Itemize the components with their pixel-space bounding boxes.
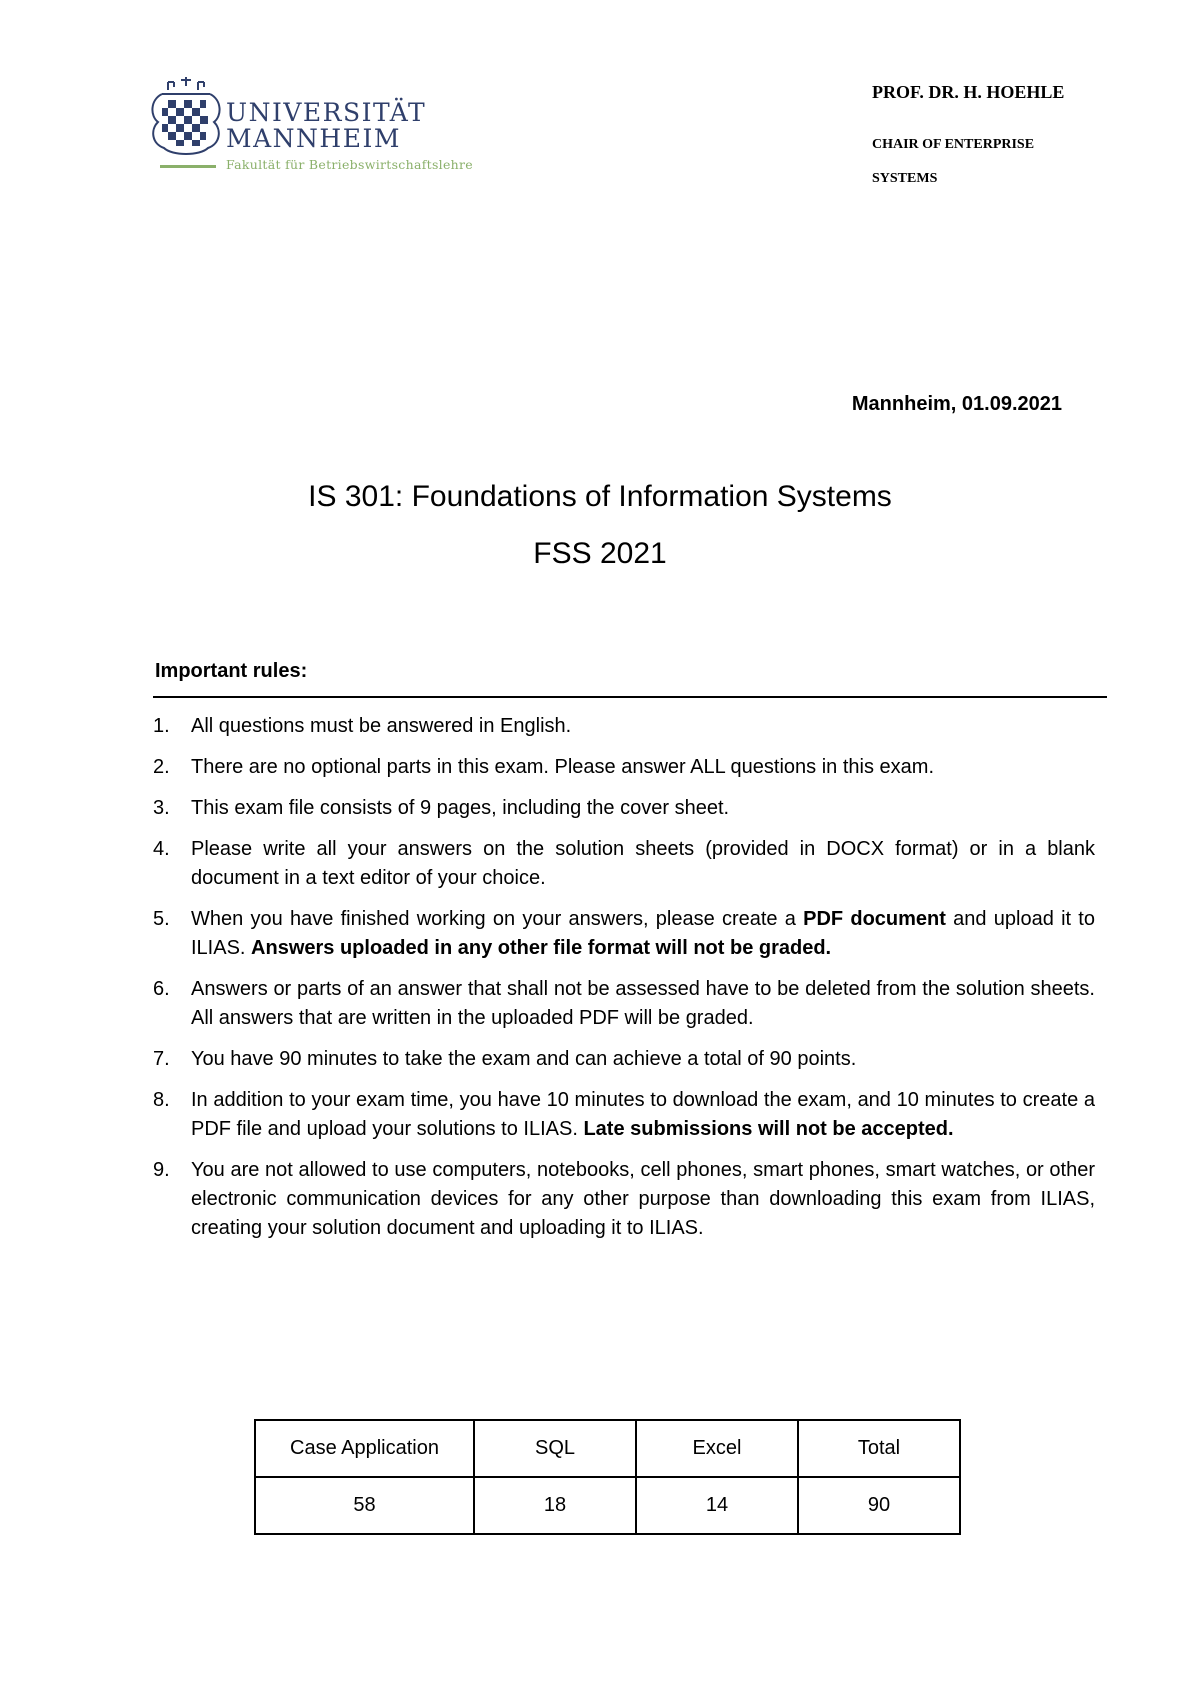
rule-text: There are no optional parts in this exam. Please answer ALL questions in this exam. [191,756,934,778]
rule-text-bold: PDF document [803,908,946,930]
rule-number: 5. [153,908,170,930]
rule-text: When you have finished working on your answers, please create a [191,908,804,930]
points-value-excel: 14 [636,1477,798,1534]
rule-text: In addition to your exam time, you have 10 minutes to download the exam, and 10 minutes to create a PDF file and upload your solutions to ILIAS. [191,1089,1095,1140]
rule-item [153,1086,1095,1144]
rules-list [153,712,1095,1255]
rule-number: 8. [153,1089,170,1111]
rule-text: This exam file consists of 9 pages, including the cover sheet. [191,797,730,819]
rules-heading: Important rules: [155,660,308,682]
chair-name-line2: SYSTEMS [872,171,938,186]
points-table [254,1419,961,1535]
rule-item [153,794,1095,823]
rule-number: 1. [153,715,170,737]
course-title: IS 301: Foundations of Information Systems [308,480,892,513]
rule-number: 9. [153,1159,170,1181]
rule-text: and upload it to ILIAS. [191,908,1095,959]
rule-item [153,753,1095,782]
rule-text-bold: Answers uploaded in any other file format will not be graded. [251,937,832,959]
rule-number: 3. [153,797,170,819]
logo-wordmark-line1: UNIVERSITÄT [226,98,427,127]
rule-text: All questions must be answered in English. [191,715,572,737]
term-title: FSS 2021 [533,537,667,570]
points-header-case-application: Case Application [255,1420,474,1477]
university-logo [148,76,508,176]
chair-name-line1: CHAIR OF ENTERPRISE [872,137,1035,152]
rule-number: 6. [153,978,170,1000]
logo-accent-bar [160,165,216,168]
rule-number: 7. [153,1048,170,1070]
rule-number: 4. [153,838,170,860]
professor-name: PROF. DR. H. HOEHLE [872,82,1065,102]
chair-name [872,128,1092,196]
points-value-case-application: 58 [255,1477,474,1534]
logo-wordmark-line2: MANNHEIM [226,124,401,153]
rule-text: Please write all your answers on the solution sheets (provided in DOCX format) or in a blank document in a text editor of your choice. [191,838,1095,889]
points-header-total: Total [798,1420,960,1477]
rule-item [153,975,1095,1033]
rule-number: 2. [153,756,170,778]
rules-divider [153,696,1107,698]
rule-text: Answers or parts of an answer that shall not be assessed have to be deleted from the solution sheets. All answers that are written in the uploaded PDF will be graded. [191,978,1095,1029]
points-header-sql: SQL [474,1420,636,1477]
rule-item [153,712,1095,741]
rule-item [153,1045,1095,1074]
university-crest-icon [148,76,224,168]
rule-text: You are not allowed to use computers, notebooks, cell phones, smart phones, smart watches, or other electronic communication devices for any other purpose than downloading this exam from ILIAS, creating your solution document and uploading it to ILIAS. [191,1159,1095,1239]
rule-item [153,1156,1095,1243]
points-value-total: 90 [798,1477,960,1534]
points-table-value-row [255,1477,960,1534]
date-line: Mannheim, 01.09.2021 [851,393,1062,415]
rule-text: You have 90 minutes to take the exam and can achieve a total of 90 points. [191,1048,857,1070]
logo-faculty-subtitle: Fakultät für Betriebswirtschaftslehre [226,157,473,172]
points-header-excel: Excel [636,1420,798,1477]
points-value-sql: 18 [474,1477,636,1534]
rule-item [153,835,1095,893]
rule-item [153,905,1095,963]
rule-text-bold: Late submissions will not be accepted. [583,1118,954,1140]
points-table-header-row [255,1420,960,1477]
